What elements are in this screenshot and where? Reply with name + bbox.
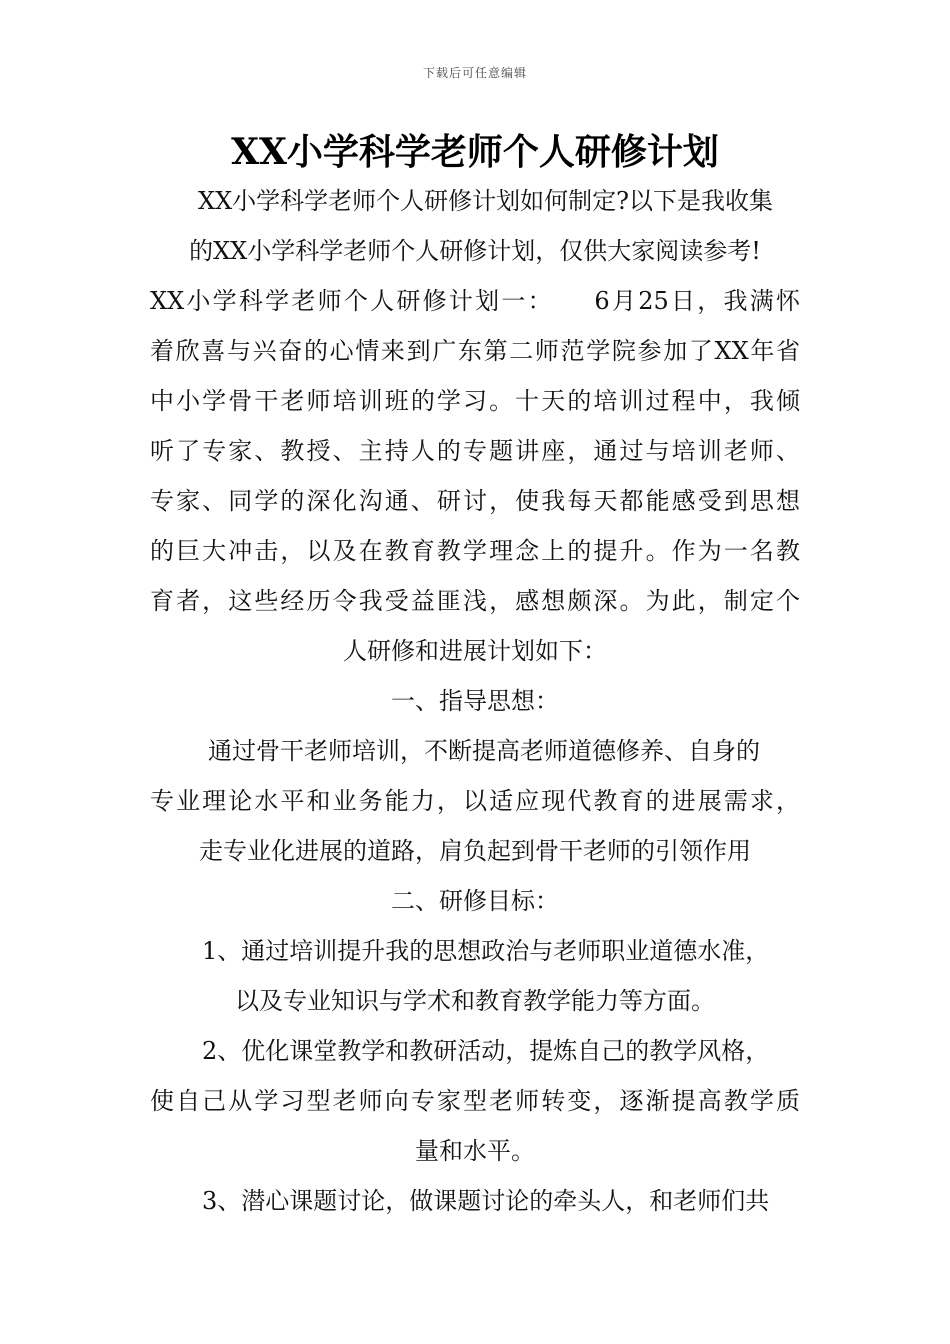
- paragraph-line: 3、潜心课题讨论，做课题讨论的牵头人，和老师们共: [202, 1187, 770, 1215]
- paragraph-line: 的XX小学科学老师个人研修计划，仅供大家阅读参考!: [189, 237, 761, 265]
- paragraph-line: 以及专业知识与学术和教育教学能力等方面。: [235, 987, 715, 1015]
- paragraph-line: 通过骨干老师培训，不断提高老师道德修养、自身的: [208, 737, 760, 765]
- paragraph-line: XX小学科学老师个人研修计划一： 6月25日，我满怀: [150, 287, 800, 315]
- paragraph-line: 量和水平。: [415, 1137, 535, 1165]
- paragraph-line: 专家、同学的深化沟通、研讨，使我每天都能感受到思想: [150, 487, 800, 515]
- paragraph-line: 的巨大冲击，以及在教育教学理念上的提升。作为一名教: [150, 537, 800, 565]
- paragraph-line: XX小学科学老师个人研修计划如何制定?以下是我收集: [198, 187, 774, 215]
- paragraph-line: 听了专家、教授、主持人的专题讲座，通过与培训老师、: [150, 437, 800, 465]
- paragraph-line: 1、通过培训提升我的思想政治与老师职业道德水准，: [202, 937, 770, 965]
- paragraph-line: 2、优化课堂教学和教研活动，提炼自己的教学风格，: [202, 1037, 770, 1065]
- paragraph-line: 中小学骨干老师培训班的学习。十天的培训过程中，我倾: [150, 387, 800, 415]
- paragraph-line: 着欣喜与兴奋的心情来到广东第二师范学院参加了XX年省: [150, 337, 800, 365]
- document-title: XX小学科学老师个人研修计划: [231, 131, 719, 173]
- section-heading: 二、研修目标：: [391, 887, 559, 915]
- paragraph-line: 使自己从学习型老师向专家型老师转变，逐渐提高教学质: [150, 1087, 800, 1115]
- paragraph-line: 人研修和进展计划如下：: [343, 637, 607, 665]
- section-heading: 一、指导思想：: [391, 687, 559, 715]
- paragraph-line: 专业理论水平和业务能力，以适应现代教育的进展需求，: [150, 787, 800, 815]
- paragraph-line: 走专业化进展的道路，肩负起到骨干老师的引领作用: [199, 837, 751, 865]
- page-header-note: 下载后可任意编辑: [422, 66, 527, 80]
- paragraph-line: 育者，这些经历令我受益匪浅，感想颇深。为此，制定个: [150, 587, 800, 615]
